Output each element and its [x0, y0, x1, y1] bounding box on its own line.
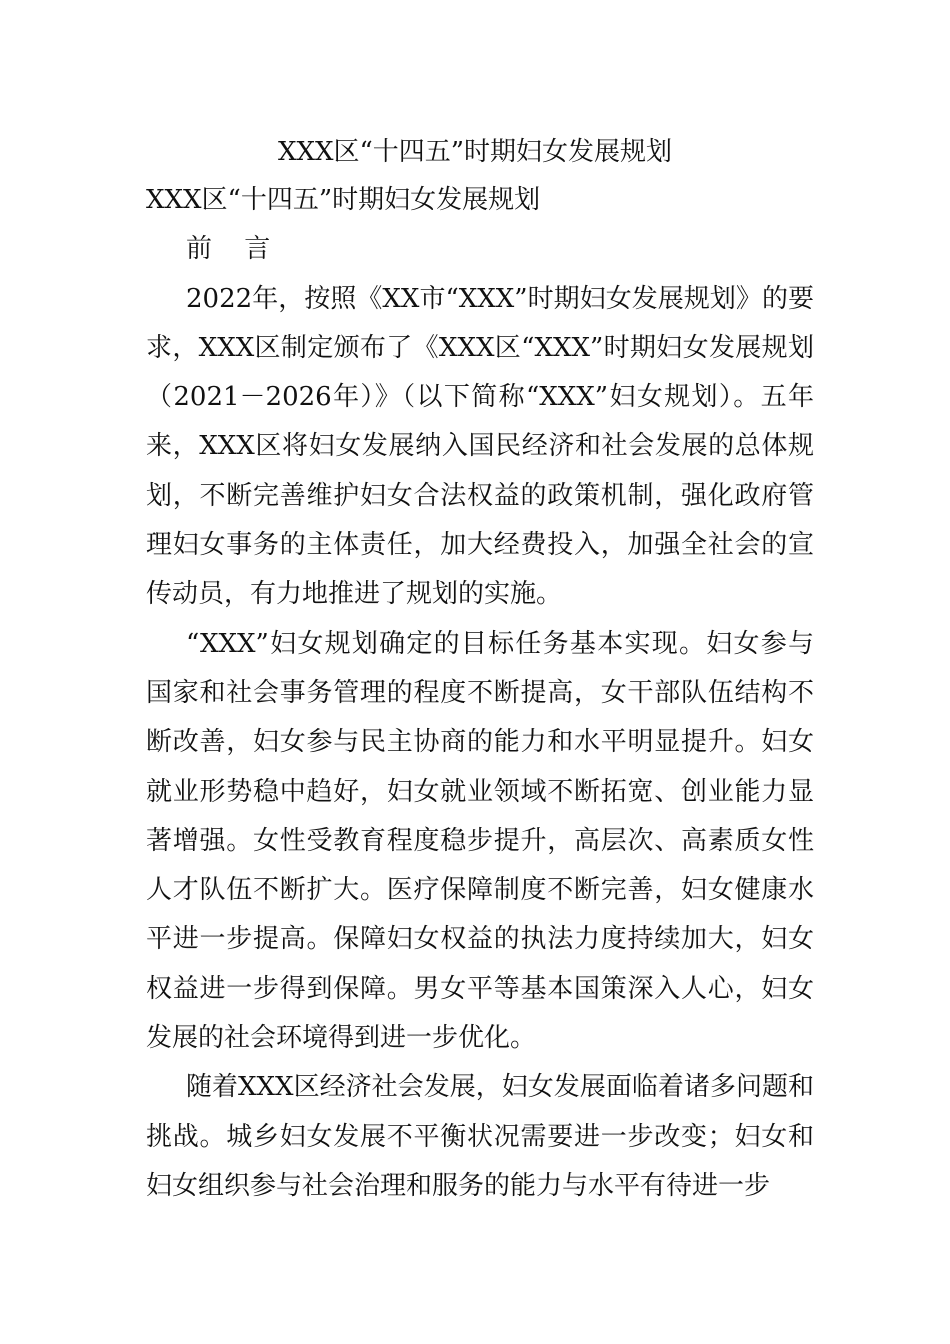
preface-heading: 前 言	[186, 234, 283, 265]
paragraph-1: 2022年，按照《XX市“XXX”时期妇女发展规划》的要求，XXX区制定颁布了《XXX区“XXX”时期妇女发展规划（2021－2026年）》（以下简称“XXX”妇女规划）。五年来，XXX区将妇女发展纳入国民经济和社会发展的总体规划，不断完善维护妇女合法权益的政策机制，强化政府管理妇女事务的主体责任，加大经费投入，加强全社会的宣传动员，有力地推进了规划的实施。	[146, 283, 814, 610]
paragraph-3: 随着XXX区经济社会发展，妇女发展面临着诸多问题和挑战。城乡妇女发展不平衡状况需要进一步改变；妇女和妇女组织参与社会治理和服务的能力与水平有待进一步	[146, 1072, 814, 1201]
document-title: XXX区“十四五”时期妇女发展规划	[277, 137, 673, 167]
document-subtitle: XXX区“十四五”时期妇女发展规划	[146, 185, 541, 215]
paragraph-2: “XXX”妇女规划确定的目标任务基本实现。妇女参与国家和社会事务管理的程度不断提高，女干部队伍结构不断改善，妇女参与民主协商的能力和水平明显提升。妇女就业形势稳中趋好，妇女就业领域不断拓宽、创业能力显著增强。女性受教育程度稳步提升，高层次、高素质女性人才队伍不断扩大。医疗保障制度不断完善，妇女健康水平进一步提高。保障妇女权益的执法力度持续加大，妇女权益进一步得到保障。男女平等基本国策深入人心，妇女发展的社会环境得到进一步优化。	[146, 628, 814, 1054]
document-body	[146, 176, 814, 1211]
